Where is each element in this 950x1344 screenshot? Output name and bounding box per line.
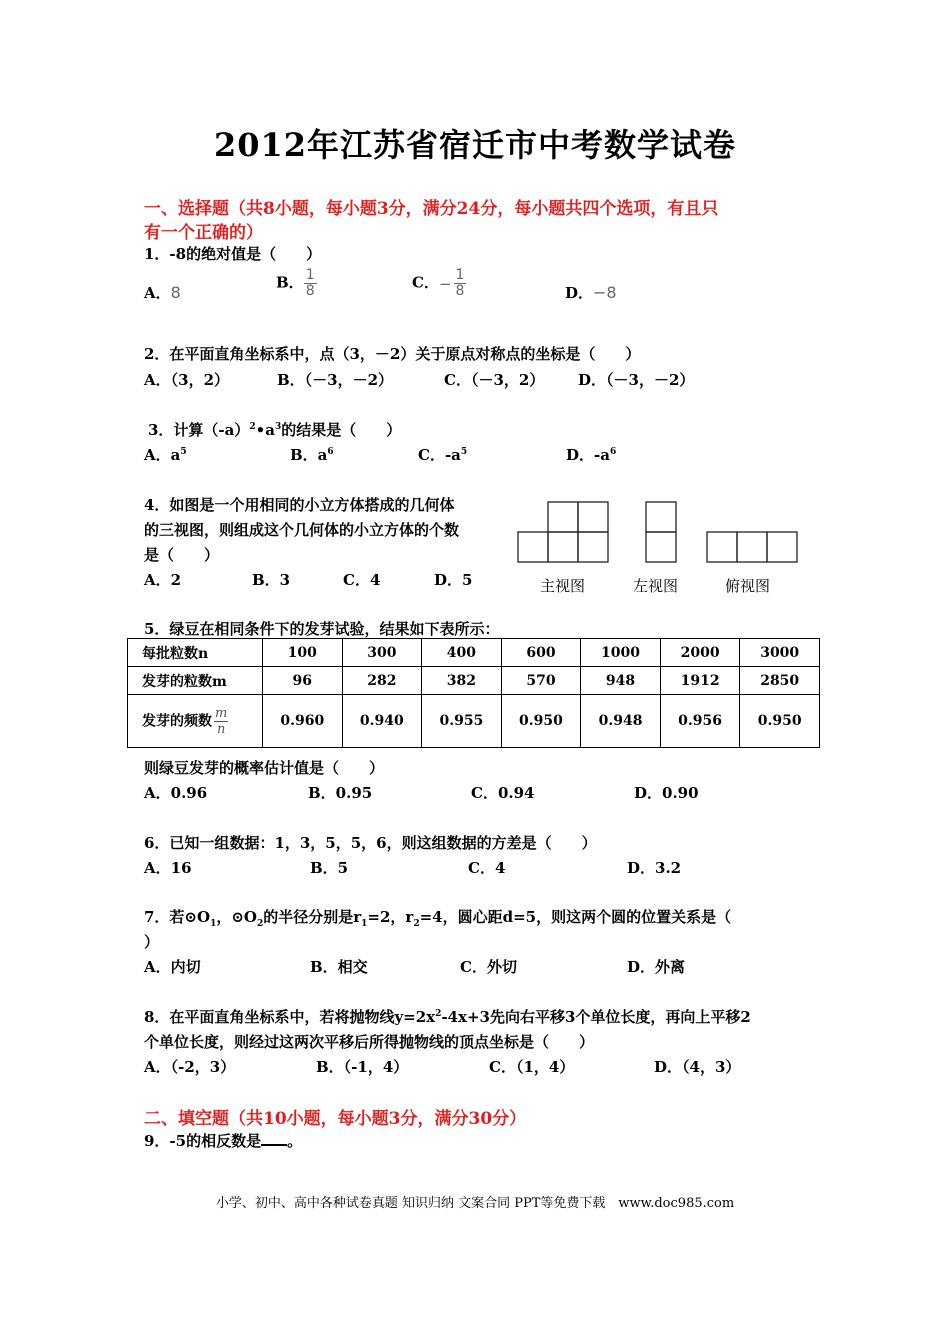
left-view-cell: [646, 532, 676, 562]
q1-c-numerator: 1: [455, 267, 465, 283]
left-view-drawing: [646, 502, 676, 562]
q8-option-b: B．（-1，4）: [316, 1058, 409, 1076]
top-view-label: 俯视图: [725, 577, 771, 595]
q7-stem-line2: ）: [144, 933, 160, 951]
q7-sub4: 2: [413, 919, 420, 929]
q1-c-label: C．: [412, 273, 439, 292]
fraction-denominator: n: [216, 721, 226, 737]
q5-option-b: B．0.95: [308, 784, 373, 802]
q3-d-exp: 6: [609, 447, 617, 457]
q1-option-a: [144, 282, 181, 303]
q3-stem-exp1: 2: [249, 422, 256, 432]
table-cell: 3000: [740, 639, 820, 667]
q3-b-base: B．a: [290, 446, 328, 464]
q7-option-b: B．相交: [310, 958, 368, 976]
q1-a-label: A．: [144, 284, 171, 302]
q6-option-b: B．5: [310, 859, 349, 877]
table-cell: 600: [501, 639, 581, 667]
q1-d-value: −8: [593, 283, 617, 302]
q7-sub1: 1: [210, 919, 217, 929]
q5-stem: 5．绿豆在相同条件下的发芽试验，结果如下表所示：: [144, 620, 500, 638]
q6-option-c: C．4: [468, 859, 506, 877]
table-cell: 400: [422, 639, 502, 667]
q9-post: 。: [287, 1132, 303, 1150]
fraction-numerator: m: [215, 705, 228, 721]
q1-option-c: [412, 268, 466, 299]
q1-c-denominator: 8: [455, 283, 465, 299]
q2-option-d: D．（－3，－2）: [578, 371, 695, 389]
q2-option-a: A．（3，2）: [144, 371, 230, 389]
q3-a-exp: 5: [180, 447, 187, 457]
q9-pre: 9．-5的相反数是: [144, 1132, 262, 1150]
left-view-cell: [646, 502, 676, 532]
section2-heading: 二、填空题（共10小题，每小题3分，满分30分）: [144, 1109, 527, 1129]
table-row-header: 每批粒数n: [128, 639, 263, 667]
q3-c-exp: 5: [460, 447, 468, 457]
q4-option-c: C．4: [343, 571, 381, 589]
q3-stem-post: 的结果是（ ）: [281, 421, 402, 439]
table-cell: 0.950: [501, 695, 581, 748]
q7-stem-line1: [144, 906, 731, 929]
q8-option-a: A．（-2，3）: [144, 1058, 236, 1076]
q1-b-numerator: 1: [305, 267, 315, 283]
q4-option-b: B．3: [252, 571, 291, 589]
q1-c-minus: −: [438, 274, 452, 293]
q2-stem: 2．在平面直角坐标系中，点（3，－2）关于原点对称点的坐标是（ ）: [144, 345, 641, 363]
top-view-cell: [707, 532, 737, 562]
front-view-cell: [548, 502, 578, 532]
q4-stem-line1: 4．如图是一个用相同的小立方体搭成的几何体: [144, 496, 455, 514]
q8-option-c: C．（1，4）: [489, 1058, 575, 1076]
q1-option-d: [565, 282, 617, 303]
table-cell: 2000: [660, 639, 740, 667]
table-cell: 282: [342, 667, 422, 695]
table-cell: 0.940: [342, 695, 422, 748]
q7-mid2: 的半径分别是r: [263, 908, 362, 926]
table-cell: 0.948: [581, 695, 661, 748]
q6-option-d: D．3.2: [627, 859, 682, 877]
section1-heading-line2: 有一个正确的）: [144, 223, 263, 243]
q1-a-value: 8: [170, 283, 181, 302]
table-cell: 0.950: [740, 695, 820, 748]
q7-option-c: C．外切: [460, 958, 517, 976]
table-cell: 382: [422, 667, 502, 695]
page-footer: 小学、初中、高中各种试卷真题 知识归纳 文案合同 PPT等免费下载 www.doc985.com: [215, 1196, 735, 1211]
q7-option-a: A．内切: [144, 958, 201, 976]
q7-option-d: D．外离: [627, 958, 686, 976]
front-view-label: 主视图: [540, 577, 586, 595]
q6-option-a: A．16: [144, 859, 192, 877]
q8-post: -4x+3先向右平移3个单位长度，再向上平移2: [441, 1008, 751, 1026]
table-row-header: 发芽的粒数m: [128, 667, 263, 695]
q4-stem-line3: 是（ ）: [144, 546, 220, 564]
top-view-cell: [767, 532, 797, 562]
table-cell: 0.956: [660, 695, 740, 748]
q3-c-base: C．-a: [418, 446, 461, 464]
table-cell: 2850: [740, 667, 820, 695]
q5-option-c: C．0.94: [471, 784, 535, 802]
q4-stem-line2: 的三视图，则组成这个几何体的小立方体的个数: [144, 521, 460, 539]
row3-head-text: 发芽的频数: [142, 713, 212, 729]
q3-stem: [148, 419, 401, 440]
q3-b-exp: 6: [327, 447, 334, 457]
q8-stem-line2: 个单位长度，则经过这两次平移后所得抛物线的顶点坐标是（ ）: [144, 1033, 595, 1051]
section1-heading-line1: 一、选择题（共8小题，每小题3分，满分24分，每小题共四个选项，有且只: [144, 199, 719, 219]
table-cell: 1000: [581, 639, 661, 667]
top-view-cell: [737, 532, 767, 562]
top-view-drawing: [707, 532, 797, 562]
table-cell: 100: [263, 639, 343, 667]
table-row: [128, 695, 820, 748]
q2-option-c: C．（－3，2）: [444, 371, 545, 389]
q2-option-b: B．（－3，－2）: [277, 371, 394, 389]
q1-option-b: [276, 268, 317, 299]
q7-pre: 7．若⊙O: [144, 908, 211, 926]
q7-sub2: 2: [256, 919, 264, 929]
table-cell: 96: [263, 667, 343, 695]
q3-option-c: [418, 444, 467, 465]
q9-stem: [144, 1130, 302, 1151]
table-cell: 570: [501, 667, 581, 695]
q3-stem-pre: 3．计算（-a）: [148, 421, 250, 439]
table-row: [128, 639, 820, 667]
table-row-header: [128, 695, 263, 748]
q7-sub3: 1: [361, 919, 368, 929]
q5-data-table: [127, 638, 820, 748]
q6-stem: 6．已知一组数据：1，3，5，5，6，则这组数据的方差是（ ）: [144, 834, 597, 852]
m-over-n-fraction: [214, 706, 228, 737]
front-view-cell: [578, 532, 608, 562]
front-view-cell: [548, 532, 578, 562]
q4-option-d: D．5: [434, 571, 473, 589]
q7-post: =4，圆心距d=5，则这两个圆的位置关系是（: [419, 908, 732, 926]
q4-option-a: A．2: [144, 571, 182, 589]
q3-stem-mid: •a: [255, 421, 275, 439]
q5-question: 则绿豆发芽的概率估计值是（ ）: [144, 759, 385, 777]
q1-b-fraction: [304, 268, 317, 299]
q1-d-label: D．: [565, 284, 594, 302]
left-view-label: 左视图: [633, 577, 679, 595]
answer-blank: [261, 1130, 287, 1146]
table-cell: 0.960: [263, 695, 343, 748]
q3-option-d: [566, 444, 616, 465]
q1-b-label: B．: [276, 273, 304, 292]
q8-exp: 2: [435, 1009, 442, 1019]
table-cell: 0.955: [422, 695, 502, 748]
q7-mid3: =2，r: [367, 908, 414, 926]
q1-c-fraction: [454, 268, 467, 299]
q1-b-denominator: 8: [305, 283, 315, 299]
q8-stem-line1: [144, 1006, 751, 1027]
front-view-drawing: [518, 502, 608, 562]
table-cell: 300: [342, 639, 422, 667]
q3-d-base: D．-a: [566, 446, 610, 464]
q1-stem: 1．-8的绝对值是（ ）: [144, 245, 322, 263]
q3-stem-exp2: 3: [274, 422, 282, 432]
q3-a-base: A．a: [144, 446, 181, 464]
q8-option-d: D．（4，3）: [654, 1058, 741, 1076]
table-cell: 1912: [660, 667, 740, 695]
q3-option-b: [290, 444, 334, 465]
q5-option-d: D．0.90: [634, 784, 699, 802]
front-view-cell: [518, 532, 548, 562]
q7-mid1: ，⊙O: [216, 908, 257, 926]
table-cell: 948: [581, 667, 661, 695]
page-title: 2012年江苏省宿迁市中考数学试卷: [213, 126, 737, 164]
q8-pre: 8．在平面直角坐标系中，若将抛物线y=2x: [144, 1008, 436, 1026]
q5-option-a: A．0.96: [144, 784, 208, 802]
q3-option-a: [144, 444, 187, 465]
front-view-cell: [578, 502, 608, 532]
table-row: [128, 667, 820, 695]
